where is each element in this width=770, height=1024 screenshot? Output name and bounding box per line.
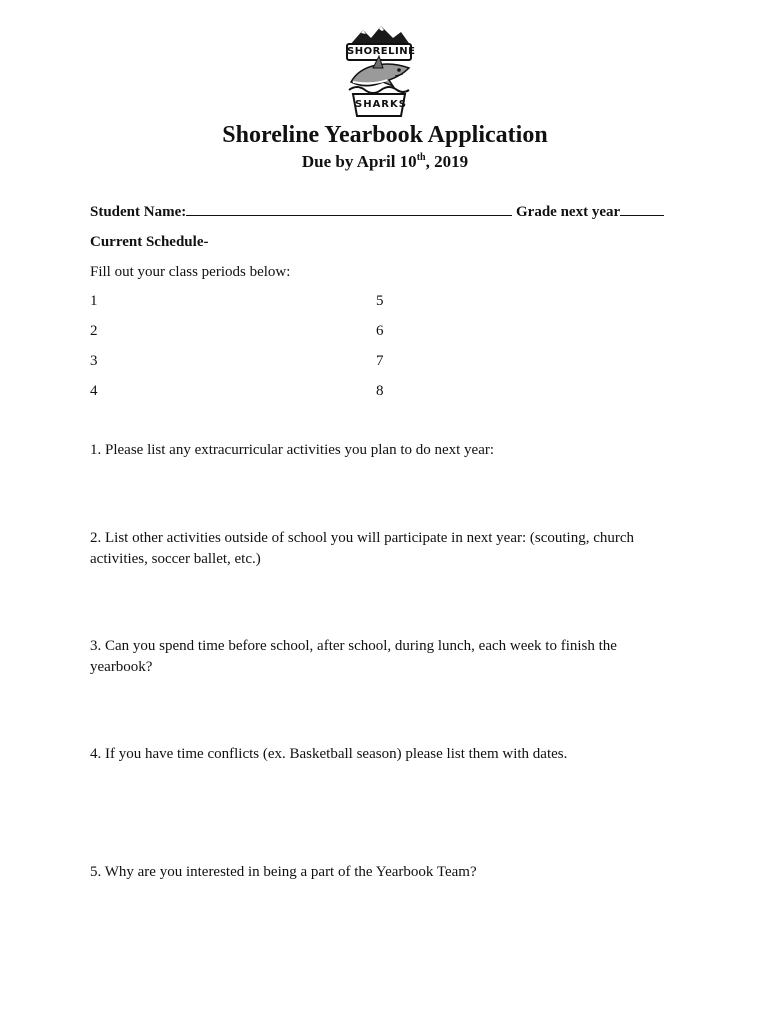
question-4: 4. If you have time conflicts (ex. Basketball season) please list them with dates. (90, 746, 568, 762)
student-info-row (90, 201, 664, 222)
period-label: 6 (376, 323, 384, 339)
logo-bottom-text: SHARKS (355, 99, 407, 110)
period-label: 8 (376, 383, 384, 399)
grade-label: Grade next year (516, 204, 621, 220)
question-2: 2. List other activities outside of school you will participate in next year: (scouting, church activities, soccer ballet, etc.) (90, 530, 635, 567)
period-label: 2 (90, 323, 98, 339)
question-3: 3. Can you spend time before school, after school, during lunch, each week to finish the yearbook? (90, 638, 617, 675)
question-1: 1. Please list any extracurricular activities you plan to do next year: (90, 442, 495, 458)
due-date-superscript: th (416, 152, 426, 163)
question-5: 5. Why are you interested in being a part of the Yearbook Team? (90, 864, 477, 880)
student-name-label: Student Name: (90, 204, 187, 220)
due-date-text: Due by April 10 (301, 152, 417, 171)
period-label: 4 (90, 383, 98, 399)
logo-top-text: SHORELINE (347, 46, 416, 57)
schedule-heading: Current Schedule- (90, 234, 209, 250)
period-label: 7 (376, 353, 384, 369)
period-label: 5 (376, 293, 384, 309)
period-label: 3 (90, 353, 98, 369)
student-name-blank[interactable] (186, 201, 512, 216)
grade-blank[interactable] (620, 201, 664, 216)
period-label: 1 (90, 293, 98, 309)
page-title: Shoreline Yearbook Application (222, 122, 548, 148)
due-date (0, 150, 770, 174)
shoreline-sharks-logo (343, 24, 415, 120)
schedule-instruction: Fill out your class periods below: (90, 264, 291, 280)
due-date-year: , 2019 (425, 152, 469, 171)
